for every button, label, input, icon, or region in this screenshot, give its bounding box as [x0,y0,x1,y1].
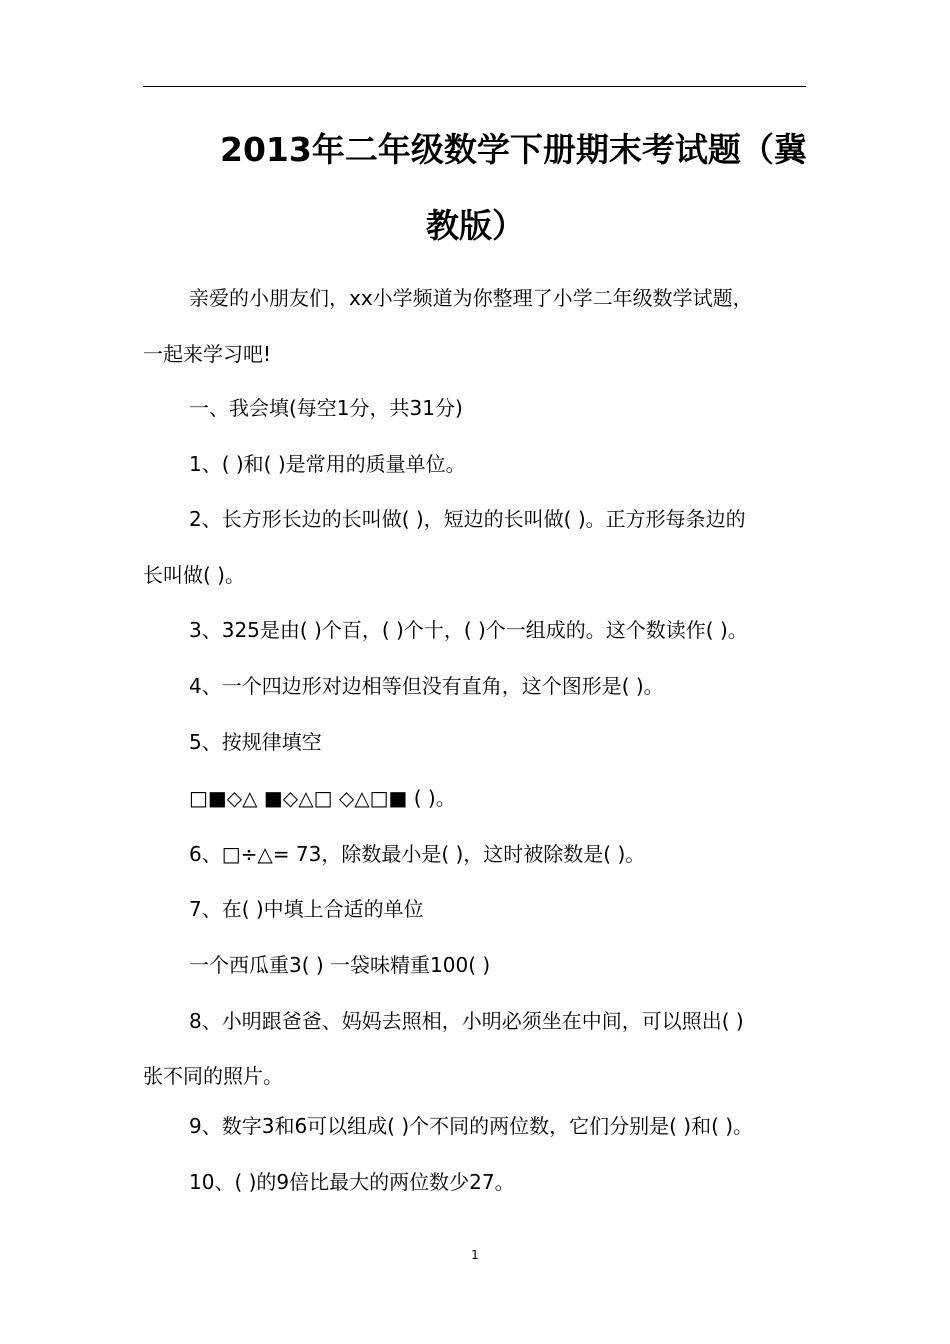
intro-line-1: 亲爱的小朋友们，xx小学频道为你整理了小学二年级数学试题， [189,286,753,310]
title-line-2: 教版） [426,206,525,245]
question-7-items: 一个西瓜重3( ) 一袋味精重100( ) [189,953,491,977]
question-4: 4、一个四边形对边相等但没有直角，这个图形是( )。 [189,674,664,698]
question-5: 5、按规律填空 [189,730,322,754]
question-5-pattern: □■◇△ ■◇△□ ◇△□■ ( )。 [189,786,456,810]
question-2-line-2: 长叫做( )。 [143,563,245,587]
question-3: 3、325是由( )个百，( )个十，( )个一组成的。这个数读作( )。 [189,618,748,642]
question-6: 6、□÷△= 73，除数最小是( )，这时被除数是( )。 [189,842,646,866]
question-9: 9、数字3和6可以组成( )个不同的两位数，它们分别是( )和( )。 [189,1114,754,1138]
page-number: 1 [471,1248,479,1262]
question-2-line-1: 2、长方形长边的长叫做( )，短边的长叫做( )。正方形每条边的 [189,507,746,531]
title-line-1: 2013年二年级数学下册期末考试题（冀 [220,130,807,169]
section-heading: 一、我会填(每空1分，共31分) [189,396,463,420]
question-7: 7、在( )中填上合适的单位 [189,897,424,921]
question-8-line-1: 8、小明跟爸爸、妈妈去照相，小明必须坐在中间，可以照出( ) [189,1009,744,1033]
question-10: 10、( )的9倍比最大的两位数少27。 [189,1170,515,1194]
header-rule [143,86,806,87]
question-1: 1、( )和( )是常用的质量单位。 [189,452,466,476]
intro-line-2: 一起来学习吧! [143,342,272,366]
question-8-line-2: 张不同的照片。 [143,1064,283,1088]
